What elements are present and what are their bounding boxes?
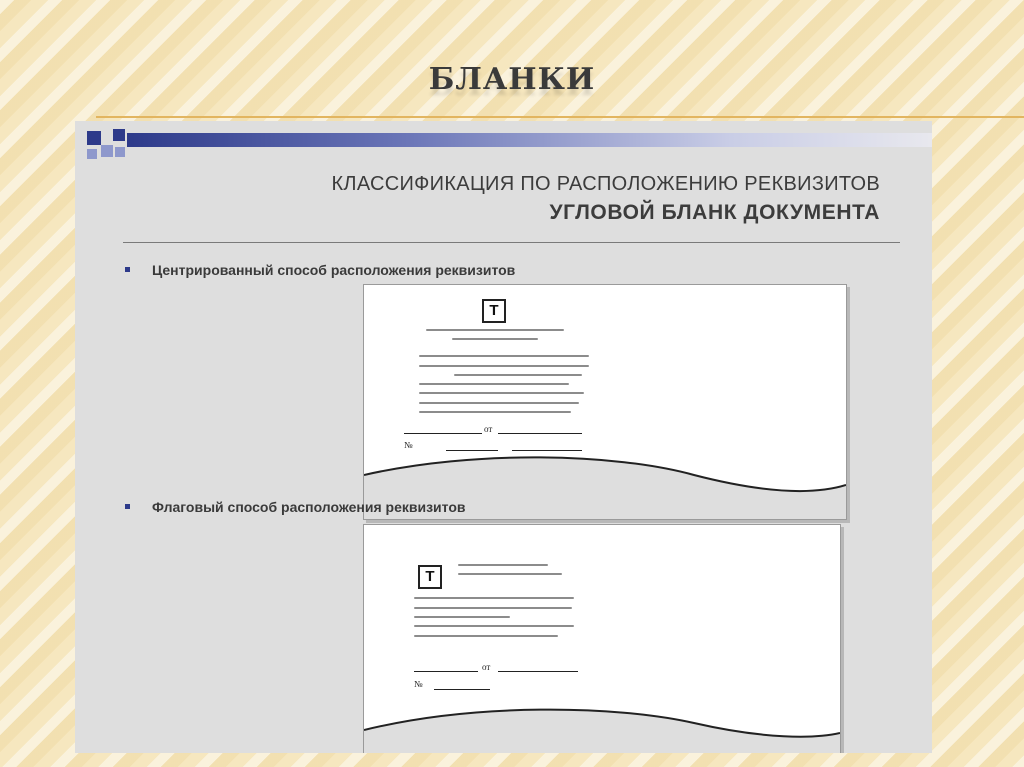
number-label: №	[414, 679, 423, 689]
corner-square-decoration	[87, 149, 97, 159]
bullet-label: Центрированный способ расположения реквизитов	[152, 262, 516, 278]
flag-blank-sample	[363, 524, 841, 753]
classification-heading: КЛАССИФИКАЦИЯ ПО РАСПОЛОЖЕНИЮ РЕКВИЗИТОВ	[331, 173, 880, 195]
wavy-page-edge	[364, 285, 846, 519]
bullet-square-icon	[125, 504, 130, 509]
bullet-label: Флаговый способ расположения реквизитов	[152, 499, 466, 515]
from-label: от	[482, 662, 491, 672]
slide-title: БЛАНКИ	[428, 62, 596, 97]
wavy-page-edge	[364, 525, 840, 753]
corner-square-decoration	[115, 147, 125, 157]
title-divider	[96, 116, 1024, 118]
corner-square-decoration	[113, 129, 125, 141]
header-divider	[123, 242, 900, 243]
bullet-square-icon	[125, 267, 130, 272]
centered-blank-sample	[363, 284, 847, 520]
bullet-flag-method	[125, 499, 465, 515]
slide-content-panel	[75, 121, 932, 753]
from-label: от	[484, 424, 493, 434]
company-logo-icon: Т	[418, 565, 442, 589]
company-logo-icon: Т	[482, 299, 506, 323]
bullet-centered-method	[125, 262, 515, 278]
header-gradient-bar	[127, 133, 932, 147]
corner-square-decoration	[101, 145, 113, 157]
number-label: №	[404, 440, 413, 450]
blank-type-heading: УГЛОВОЙ БЛАНК ДОКУМЕНТА	[549, 201, 880, 224]
corner-square-decoration	[87, 131, 101, 145]
